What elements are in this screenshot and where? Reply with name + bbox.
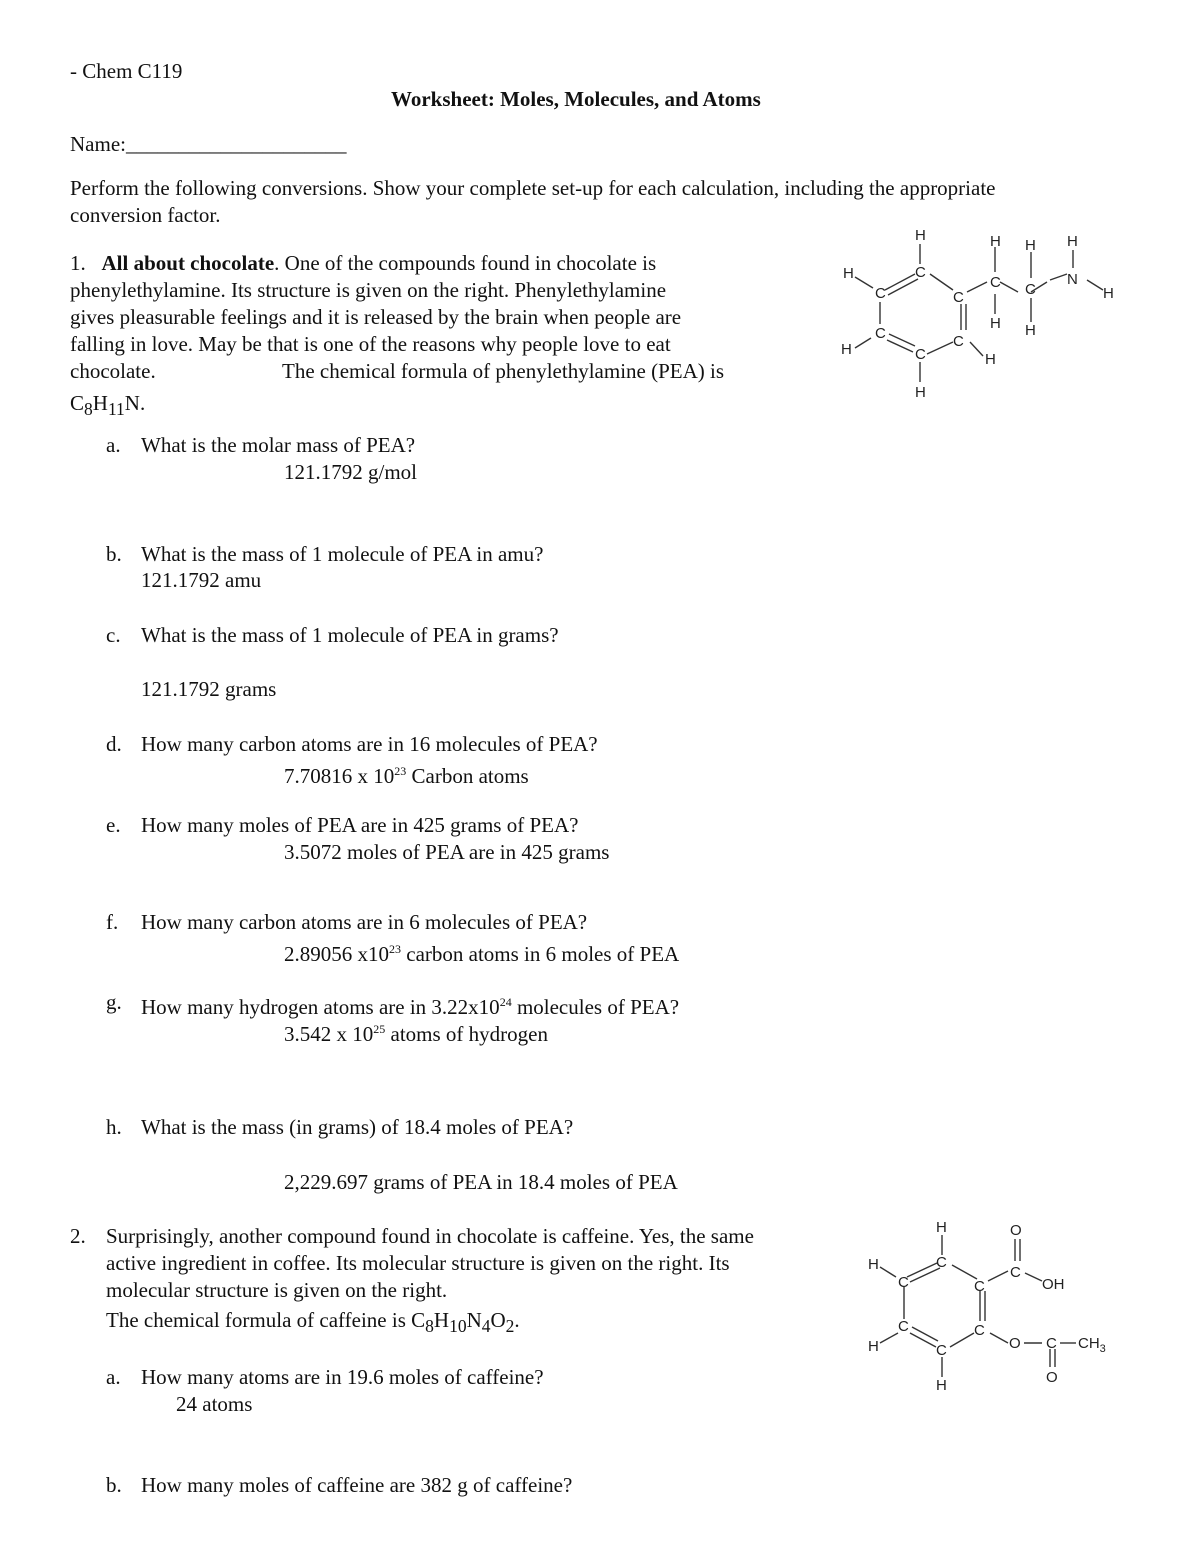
q1-heading: All about chocolate	[101, 251, 275, 275]
q1-line-5b: The chemical formula of phenylethylamine (PEA) is	[282, 359, 725, 383]
q1-line-4: falling in love. May be that is one of the reasons why people love to eat	[70, 332, 671, 356]
q1-line-2: phenylethylamine. Its structure is given on the right. Phenylethylamine	[70, 278, 667, 302]
atom-label: C	[953, 333, 964, 350]
q2-line-2: active ingredient in coffee. Its molecular structure is given on the right. Its	[106, 1251, 730, 1275]
q1b-question: What is the mass of 1 molecule of PEA in amu?	[141, 542, 544, 566]
atom-label: H	[936, 1377, 947, 1394]
q1e-answer: 3.5072 moles of PEA are in 425 grams	[284, 840, 610, 864]
q1h-question: What is the mass (in grams) of 18.4 moles of PEA?	[141, 1115, 574, 1139]
atom-label: H	[841, 341, 852, 358]
page-title: Worksheet: Moles, Molecules, and Atoms	[391, 87, 761, 111]
name-field-label: Name:_____________________	[70, 132, 347, 156]
q1e-question: How many moles of PEA are in 425 grams of PEA?	[141, 813, 579, 837]
atom-label: H	[868, 1256, 879, 1273]
atom-label: C	[953, 289, 964, 306]
caffeine-structure-diagram	[862, 1215, 1127, 1395]
q1c-question: What is the mass of 1 molecule of PEA in grams?	[141, 623, 559, 647]
caffeine-formula-line: The chemical formula of caffeine is $C_8H_{10}N_4O_2$.	[106, 1308, 520, 1337]
q1d-letter: d.	[106, 732, 122, 756]
q1g-letter: g.	[106, 990, 122, 1014]
q1-line-1-text: . One of the compounds found in chocolate is	[274, 251, 657, 275]
q1d-answer: 7.70816 x $10^{23}$ Carbon atoms	[284, 764, 529, 788]
atom-label: H	[985, 351, 996, 368]
atom-label: H	[1067, 233, 1078, 250]
instructions-line-2: conversion factor.	[70, 203, 221, 227]
atom-label: C	[1010, 1264, 1021, 1281]
q1g-question: How many hydrogen atoms are in $3.22x10^{24}$ molecules of PEA?	[141, 995, 680, 1019]
pea-formula: $C_8H_{11}N$.	[70, 391, 146, 420]
q1a-answer: 121.1792 g/mol	[284, 460, 418, 484]
q2a-letter: a.	[106, 1365, 121, 1389]
q1-number: 1.	[70, 251, 86, 275]
q2a-question: How many atoms are in 19.6 moles of caffeine?	[141, 1365, 544, 1389]
atom-label: C	[1025, 281, 1036, 298]
q1d-question: How many carbon atoms are in 16 molecules of PEA?	[141, 732, 598, 756]
atom-label: OH	[1042, 1276, 1065, 1293]
q1e-letter: e.	[106, 813, 121, 837]
atom-label: H	[1025, 322, 1036, 339]
atom-label: H	[868, 1338, 879, 1355]
q1a-question: What is the molar mass of PEA?	[141, 433, 416, 457]
atom-label: C	[875, 325, 886, 342]
atom-label: C	[936, 1254, 947, 1271]
atom-label: H	[843, 265, 854, 282]
atom-label: O	[1010, 1222, 1022, 1239]
atom-label: H	[936, 1219, 947, 1236]
q1c-letter: c.	[106, 623, 121, 647]
atom-label: C	[974, 1322, 985, 1339]
q1h-answer: 2,229.697 grams of PEA in 18.4 moles of PEA	[284, 1170, 678, 1194]
atom-label: C	[915, 346, 926, 363]
atom-label: H	[1025, 237, 1036, 254]
atom-label: H	[990, 233, 1001, 250]
pea-structure-diagram	[835, 222, 1135, 407]
q1-line-3: gives pleasurable feelings and it is released by the brain when people are	[70, 305, 682, 329]
atom-label: C	[936, 1342, 947, 1359]
atom-label: C	[875, 285, 886, 302]
atom-label: H	[915, 227, 926, 244]
q1-line-5a: chocolate.	[70, 359, 156, 383]
q2-number: 2.	[70, 1224, 86, 1248]
q1h-letter: h.	[106, 1115, 122, 1139]
q2a-answer: 24 atoms	[176, 1392, 253, 1416]
q2b-letter: b.	[106, 1473, 122, 1497]
atom-label: O	[1009, 1335, 1021, 1352]
atom-label: C	[1046, 1335, 1057, 1352]
q1c-answer: 121.1792 grams	[141, 677, 277, 701]
atom-label: C	[990, 274, 1001, 291]
atom-label: C	[898, 1318, 909, 1335]
q1a-letter: a.	[106, 433, 121, 457]
q1g-answer: 3.542 x $10^{25}$ atoms of hydrogen	[284, 1022, 548, 1046]
atom-label: H	[1103, 285, 1114, 302]
q2-line-1: Surprisingly, another compound found in chocolate is caffeine. Yes, the same	[106, 1224, 754, 1248]
q1b-answer: 121.1792 amu	[141, 568, 262, 592]
q1f-question: How many carbon atoms are in 6 molecules of PEA?	[141, 910, 588, 934]
course-label: - Chem C119	[70, 59, 183, 83]
q2-line-3: molecular structure is given on the right.	[106, 1278, 448, 1302]
atom-label: C	[915, 264, 926, 281]
atom-label: H	[990, 315, 1001, 332]
atom-label: O	[1046, 1369, 1058, 1386]
q1-line-1	[70, 250, 656, 277]
atom-label: N	[1067, 271, 1078, 288]
q1b-letter: b.	[106, 542, 122, 566]
atom-label: C	[974, 1278, 985, 1295]
q1f-letter: f.	[106, 910, 119, 934]
atom-label: H	[915, 384, 926, 401]
atom-label: $CH_3$	[1078, 1335, 1106, 1355]
atom-label: C	[898, 1274, 909, 1291]
instructions-line-1: Perform the following conversions. Show your complete set-up for each calculation, including the appropriate	[70, 176, 996, 200]
q2b-question: How many moles of caffeine are 382 g of caffeine?	[141, 1473, 573, 1497]
q1f-answer: 2.89056 $x10^{23}$ carbon atoms in 6 moles of PEA	[284, 942, 680, 966]
